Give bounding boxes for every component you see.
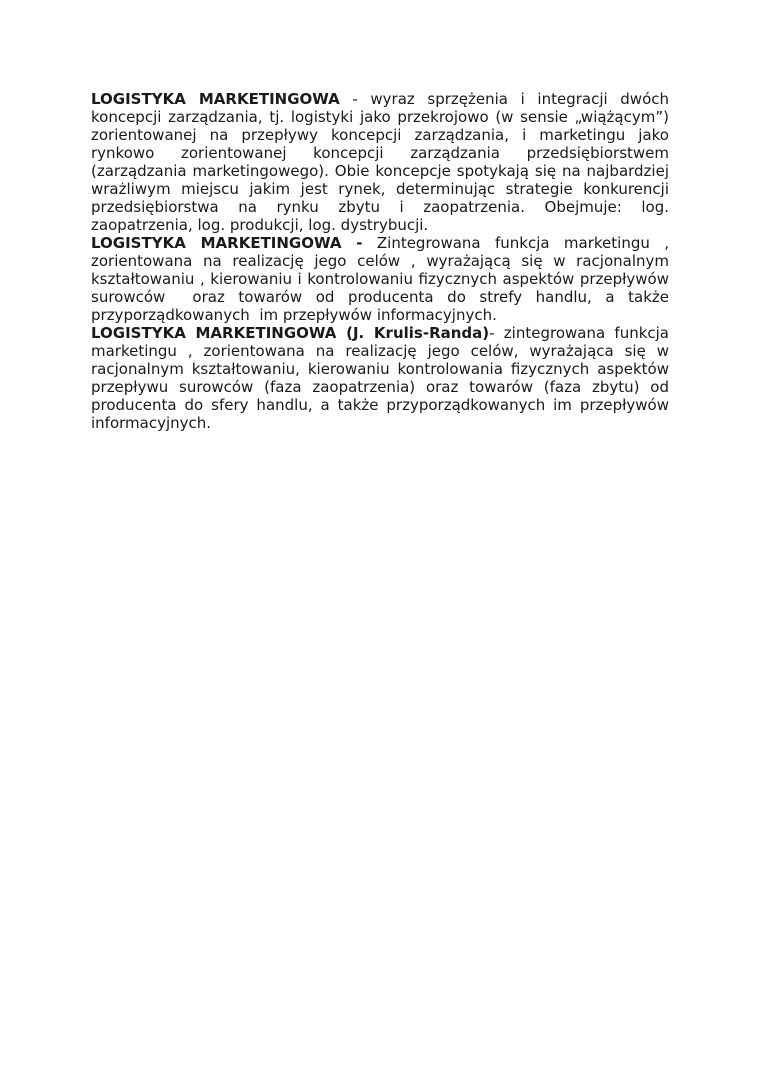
document-page xyxy=(91,90,674,432)
definition-text: - zintegrowana funkcja marketingu , zorientowana na realizację jego celów, wyrażająca się w racjonalnym kształtowaniu, kierowaniu kontrolowania fizycznych aspektów przepływu surowców (faza zaopatrzenia) oraz towarów (faza zbytu) od producenta do sfery handlu, a także przyporządkowanych im przepływów informacyjnych. xyxy=(91,324,674,432)
definition-term: LOGISTYKA MARKETINGOWA - xyxy=(91,234,363,252)
definition-term: LOGISTYKA MARKETINGOWA xyxy=(91,90,340,108)
definition-term: LOGISTYKA MARKETINGOWA (J. Krulis-Randa) xyxy=(91,324,490,342)
definition-paragraph-3 xyxy=(91,324,674,432)
definition-text: - wyraz sprzężenia i integracji dwóch koncepcji zarządzania, tj. logistyki jako przekrojowo (w sensie „wiążącym”) zorientowanej na przepływy koncepcji zarządzania, i marketingu jako rynkowo zorientowanej koncepcji zarządzania przedsiębiorstwem (zarządzania marketingowego). Obie koncepcje spotykają się na najbardziej wrażliwym miejscu jakim jest rynek, determinując strategie konkurencji przedsiębiorstwa na rynku zbytu i zaopatrzenia. Obejmuje: log. zaopatrzenia, log. produkcji, log. dystrybucji. xyxy=(91,90,674,234)
definition-text: Zintegrowana funkcja marketingu , zorientowana na realizację jego celów , wyrażającą się w racjonalnym kształtowaniu , kierowaniu i kontrolowaniu fizycznych aspektów przepływów surowców oraz towarów od producenta do strefy handlu, a także przyporządkowanych im przepływów informacyjnych. xyxy=(91,234,674,324)
definition-paragraph-2 xyxy=(91,234,674,324)
definition-paragraph-1 xyxy=(91,90,674,234)
